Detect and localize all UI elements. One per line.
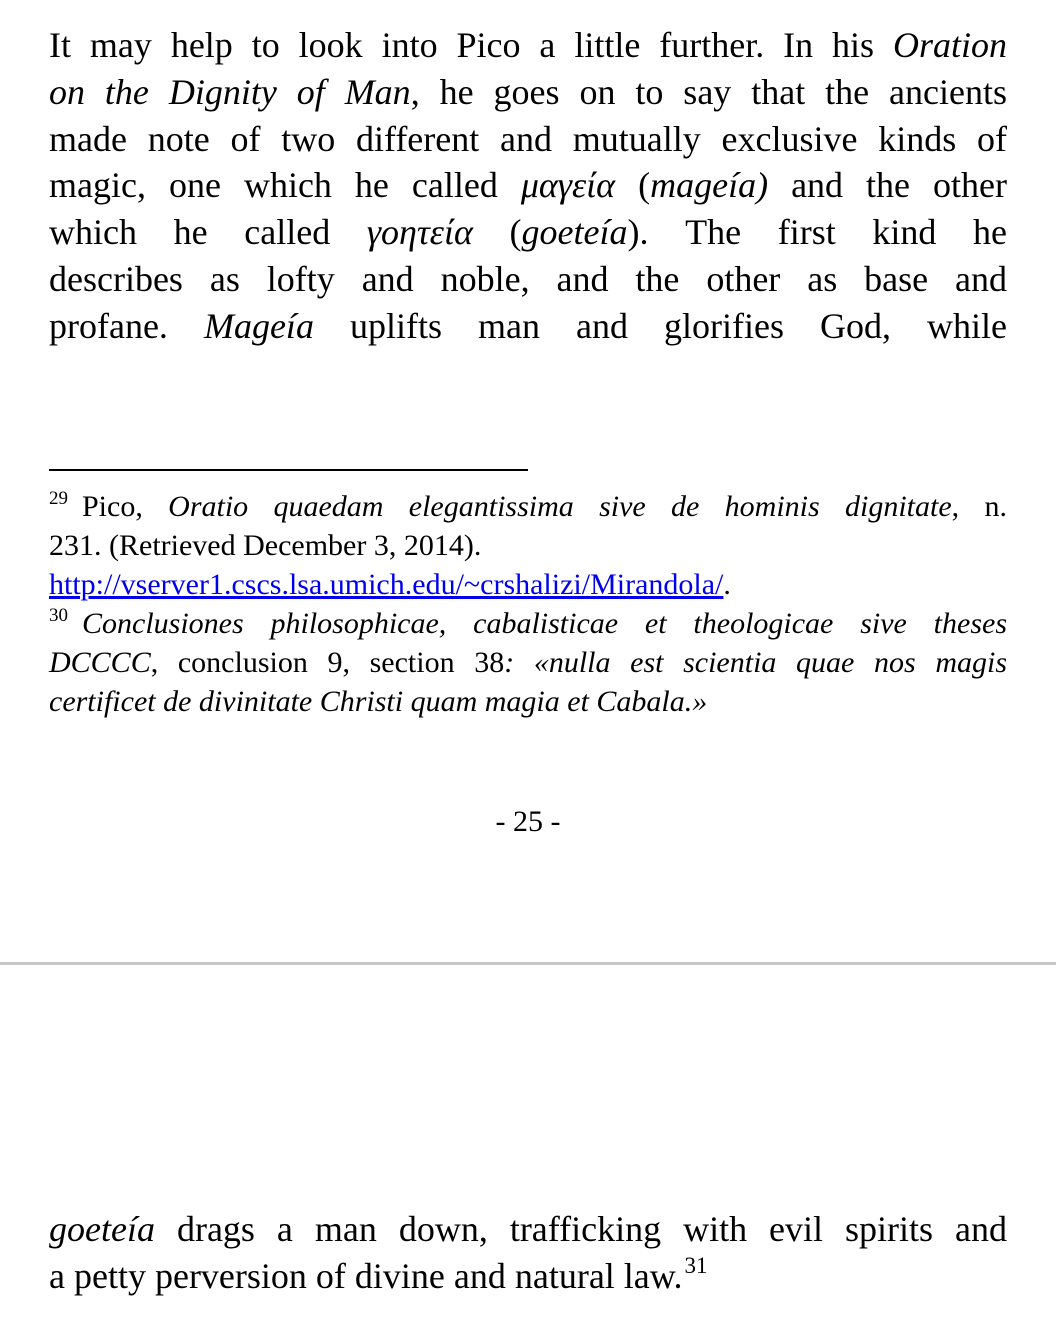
footnote-30-line-2 — [49, 643, 1007, 682]
footnote-text: Pico, — [82, 490, 169, 523]
body-text-segment: made note of two different and mutually exclusive kinds of — [49, 118, 1007, 159]
footnote-url-link[interactable]: http://vserver1.cscs.lsa.umich.edu/~crshalizi/Mirandola/ — [49, 568, 724, 601]
footnote-number-29: 29 — [49, 488, 68, 509]
footnote-30-line-1 — [49, 604, 1007, 643]
body-line-7 — [49, 303, 1007, 350]
footnote-text: , conclusion 9, section 38 — [150, 646, 505, 679]
body-paragraph — [49, 22, 1007, 350]
body-line-2 — [49, 69, 1007, 116]
footnote-latin-quote: certificet de divinitate Christi quam magia et Cabala.» — [49, 685, 708, 718]
body-text-segment: , he goes on to say that the ancients — [410, 71, 1008, 112]
footnote-work-title: Oratio quaedam elegantissima sive de hominis dignitate — [168, 490, 952, 523]
body-text-segment: which he called — [49, 212, 367, 253]
body-text-segment: describes as lofty and noble, and the other as base and — [49, 258, 1007, 299]
continued-line-2 — [49, 1253, 1007, 1300]
greek-term: γοητεία — [366, 212, 473, 253]
footnote-latin-quote: : «nulla est scientia quae nos magis — [504, 646, 1007, 679]
footnote-text: 231. (Retrieved December 3, 2014). — [49, 529, 482, 562]
footnote-29-line-3 — [49, 565, 1007, 604]
goeteia-italic: goeteía — [49, 1209, 155, 1249]
transliteration-italic: mageía) — [650, 165, 769, 206]
body-text-segment: a petty perversion of divine and natural law. — [49, 1255, 683, 1296]
body-text-segment: ). The first kind he — [627, 212, 1007, 253]
work-title-italic: Oration — [892, 25, 1007, 65]
transliteration-italic: goeteía — [521, 212, 628, 253]
body-text-segment: drags a man down, trafficking with evil spirits and — [154, 1209, 1007, 1249]
footnotes — [49, 487, 1007, 721]
body-text-segment: It may help to look into Pico a little further. In his — [49, 25, 893, 65]
footnote-29-line-1 — [49, 487, 1007, 526]
work-title-italic: on the Dignity of Man — [49, 71, 411, 112]
footnote-reference-31[interactable]: 31 — [684, 1252, 708, 1278]
footnote-text: , n. — [951, 490, 1007, 523]
footnote-work-title: DCCCC — [49, 646, 151, 679]
mageia-italic: Mageía — [203, 305, 314, 346]
footnote-separator — [49, 469, 528, 471]
footnote-29-line-2 — [49, 526, 1007, 565]
body-text-segment: and the other — [768, 165, 1007, 206]
footnote-number-30: 30 — [49, 605, 68, 626]
body-text-segment: magic, one which he called — [49, 165, 521, 206]
greek-term: μαγεία — [520, 165, 616, 206]
footnote-work-title: Conclusiones philosophicae, cabalisticae et theologicae sive theses — [82, 607, 1007, 640]
continued-paragraph — [49, 1206, 1007, 1300]
continued-line-1 — [49, 1206, 1007, 1253]
body-line-3 — [49, 116, 1007, 163]
body-line-4 — [49, 162, 1007, 209]
body-line-1 — [49, 22, 1007, 69]
body-text-segment: ( — [615, 165, 651, 206]
body-line-6 — [49, 256, 1007, 303]
page-number: - 25 - — [495, 805, 561, 838]
body-text-segment: profane. — [49, 305, 204, 346]
footnote-text: . — [723, 568, 731, 601]
body-text-segment: ( — [472, 212, 522, 253]
body-text-segment: uplifts man and glorifies God, while — [313, 305, 1007, 346]
footnote-30-line-3 — [49, 682, 1007, 721]
body-line-5 — [49, 209, 1007, 256]
